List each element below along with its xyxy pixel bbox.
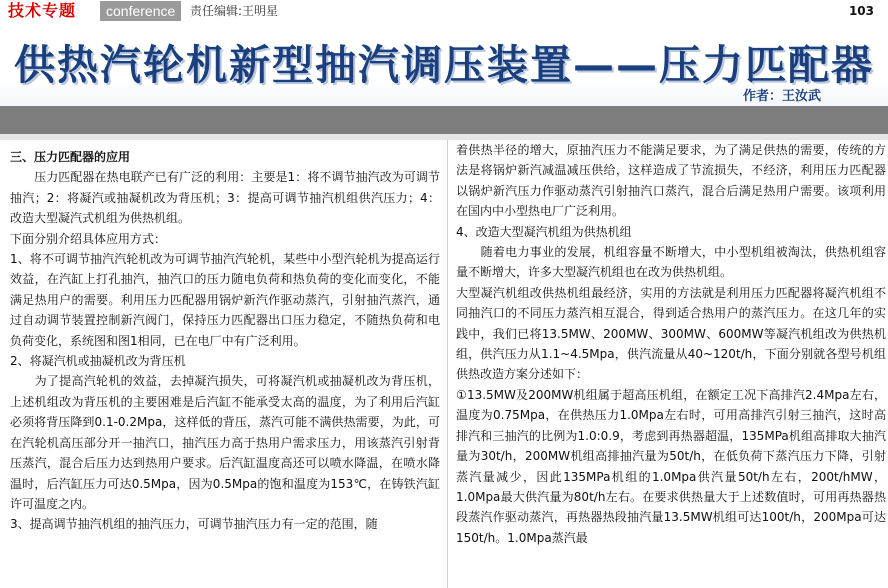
paragraph: 1、将不可调节抽汽汽轮机改为可调节抽汽汽轮机，某些中小型汽轮机为提高运行效益，在汽缸上打孔抽汽，抽汽口的压力随电负荷和热负荷的变化而变化，不能满足热用户的需要。利用压力匹配器用锅炉新汽作驱动蒸汽，引射抽汽蒸汽，通过自动调节装置控制新汽阀门，保持压力匹配器出口压力稳定，不随热负荷和电负荷变化，系统图和图1相同，已在电厂中有广泛利用。 — [10, 252, 440, 348]
paragraph: 大型凝汽机组改供热机组最经济，实用的方法就是利用压力匹配器将凝汽机组不同抽汽口的不同压力蒸汽相互混合，得到适合热用户的蒸汽压力。在这几年的实践中，我们已将13.5MW、200MW、300MW、600MW等凝汽机组改为供热机组，供汽压力从1.1~4.5Mpa，供汽流量从40~120t/h，下面分别就各型号机组供热改造方案分述如下： — [456, 285, 886, 382]
paragraph: ①13.5MW及200MW机组属于超高压机组，在额定工况下高排汽2.4Mpa左右，温度为0.75Mpa，在供热压力1.0Mpa左右时，可用高排汽引射三抽汽，这时高排汽和三抽汽的比例为1.0:0.9，考虑到再热器超温，135MPa机组高排取大抽汽量为30t/h，200MW机组高排抽汽量为50t/h，在低负荷下蒸汽压力下降，引射蒸汽量减少，因此135MPa机组的1.0Mpa供汽量50t/h左右，200t/hMW，1.0Mpa最大供汽量为80t/h左右。在要求供热量大于上述数值时，可用再热器热段蒸汽作驱动蒸汽，再热器热段抽汽量13.5MW机组可达100t/h，200Mpa可达150t/h。1.0Mpa蒸汽最 — [456, 387, 886, 545]
left-column — [10, 147, 440, 535]
gray-band — [0, 106, 888, 134]
column-divider — [447, 140, 448, 588]
author-line: 作者：王汝武 — [743, 89, 822, 104]
section-tag-en: conference — [100, 1, 181, 21]
article-title: 供热汽轮机新型抽汽调压装置——压力匹配器 — [14, 41, 874, 89]
paragraph: 4、改造大型凝汽机组为供热机组 — [456, 224, 632, 239]
paragraph: 压力匹配器在热电联产已有广泛的利用：主要是1：将不调节抽汽改为可调节抽汽；2：将凝汽或抽凝机改为背压机；3：提高可调节抽汽机组供汽压力；4：改造大型凝汽式机组为供热机组。 — [10, 170, 440, 226]
section-heading: 三、压力匹配器的应用 — [10, 150, 131, 164]
page-number: 103 — [848, 4, 874, 18]
paragraph: 3、提高调节抽汽机组的抽汽压力，可调节抽汽压力有一定的范围，随 — [10, 517, 378, 532]
section-tag: 技术专题 — [8, 1, 77, 20]
paragraph: 着供热半径的增大，原抽汽压力不能满足要求，为了满足供热的需要，传统的方法是将锅炉新汽减温减压供给，这样造成了节流损失，不经济，利用压力匹配器以锅炉新汽压力作驱动蒸汽引射抽汽口蒸汽，混合后满足热用户需要。该项利用在国内中小型热电厂广泛利用。 — [456, 143, 886, 219]
right-column — [456, 140, 886, 548]
paragraph: 为了提高汽轮机的效益，去掉凝汽损失，可将凝汽机或抽凝机改为背压机，上述机组改为背压机的主要困难是后汽缸不能承受太高的温度，为了利用后汽缸必须将背压降到0.1-0.2Mpa，这样低的背压，蒸汽可能不满供热需要，为此，可在汽轮机高压部分开一抽汽口，抽汽压力高于热用户需求压力，用该蒸汽引射背压蒸汽，混合后压力达到热用户要求。后汽缸温度高还可以喷水降温，在喷水降温时，后汽缸压力可达0.5Mpa，因为0.5Mpa的饱和温度为153℃，在铸铁汽缸许可温度之内。 — [10, 374, 440, 511]
header-bar — [0, 0, 888, 23]
editor-credit: 责任编辑:王明星 — [190, 4, 279, 18]
paragraph: 下面分别介绍具体应用方式： — [10, 231, 167, 246]
paragraph: 随着电力事业的发展，机组容量不断增大，中小型机组被淘汰，供热机组容量不断增大，许多大型凝汽机组也在改为供热机组。 — [456, 245, 886, 280]
paragraph: 2、将凝汽机或抽凝机改为背压机 — [10, 354, 186, 369]
